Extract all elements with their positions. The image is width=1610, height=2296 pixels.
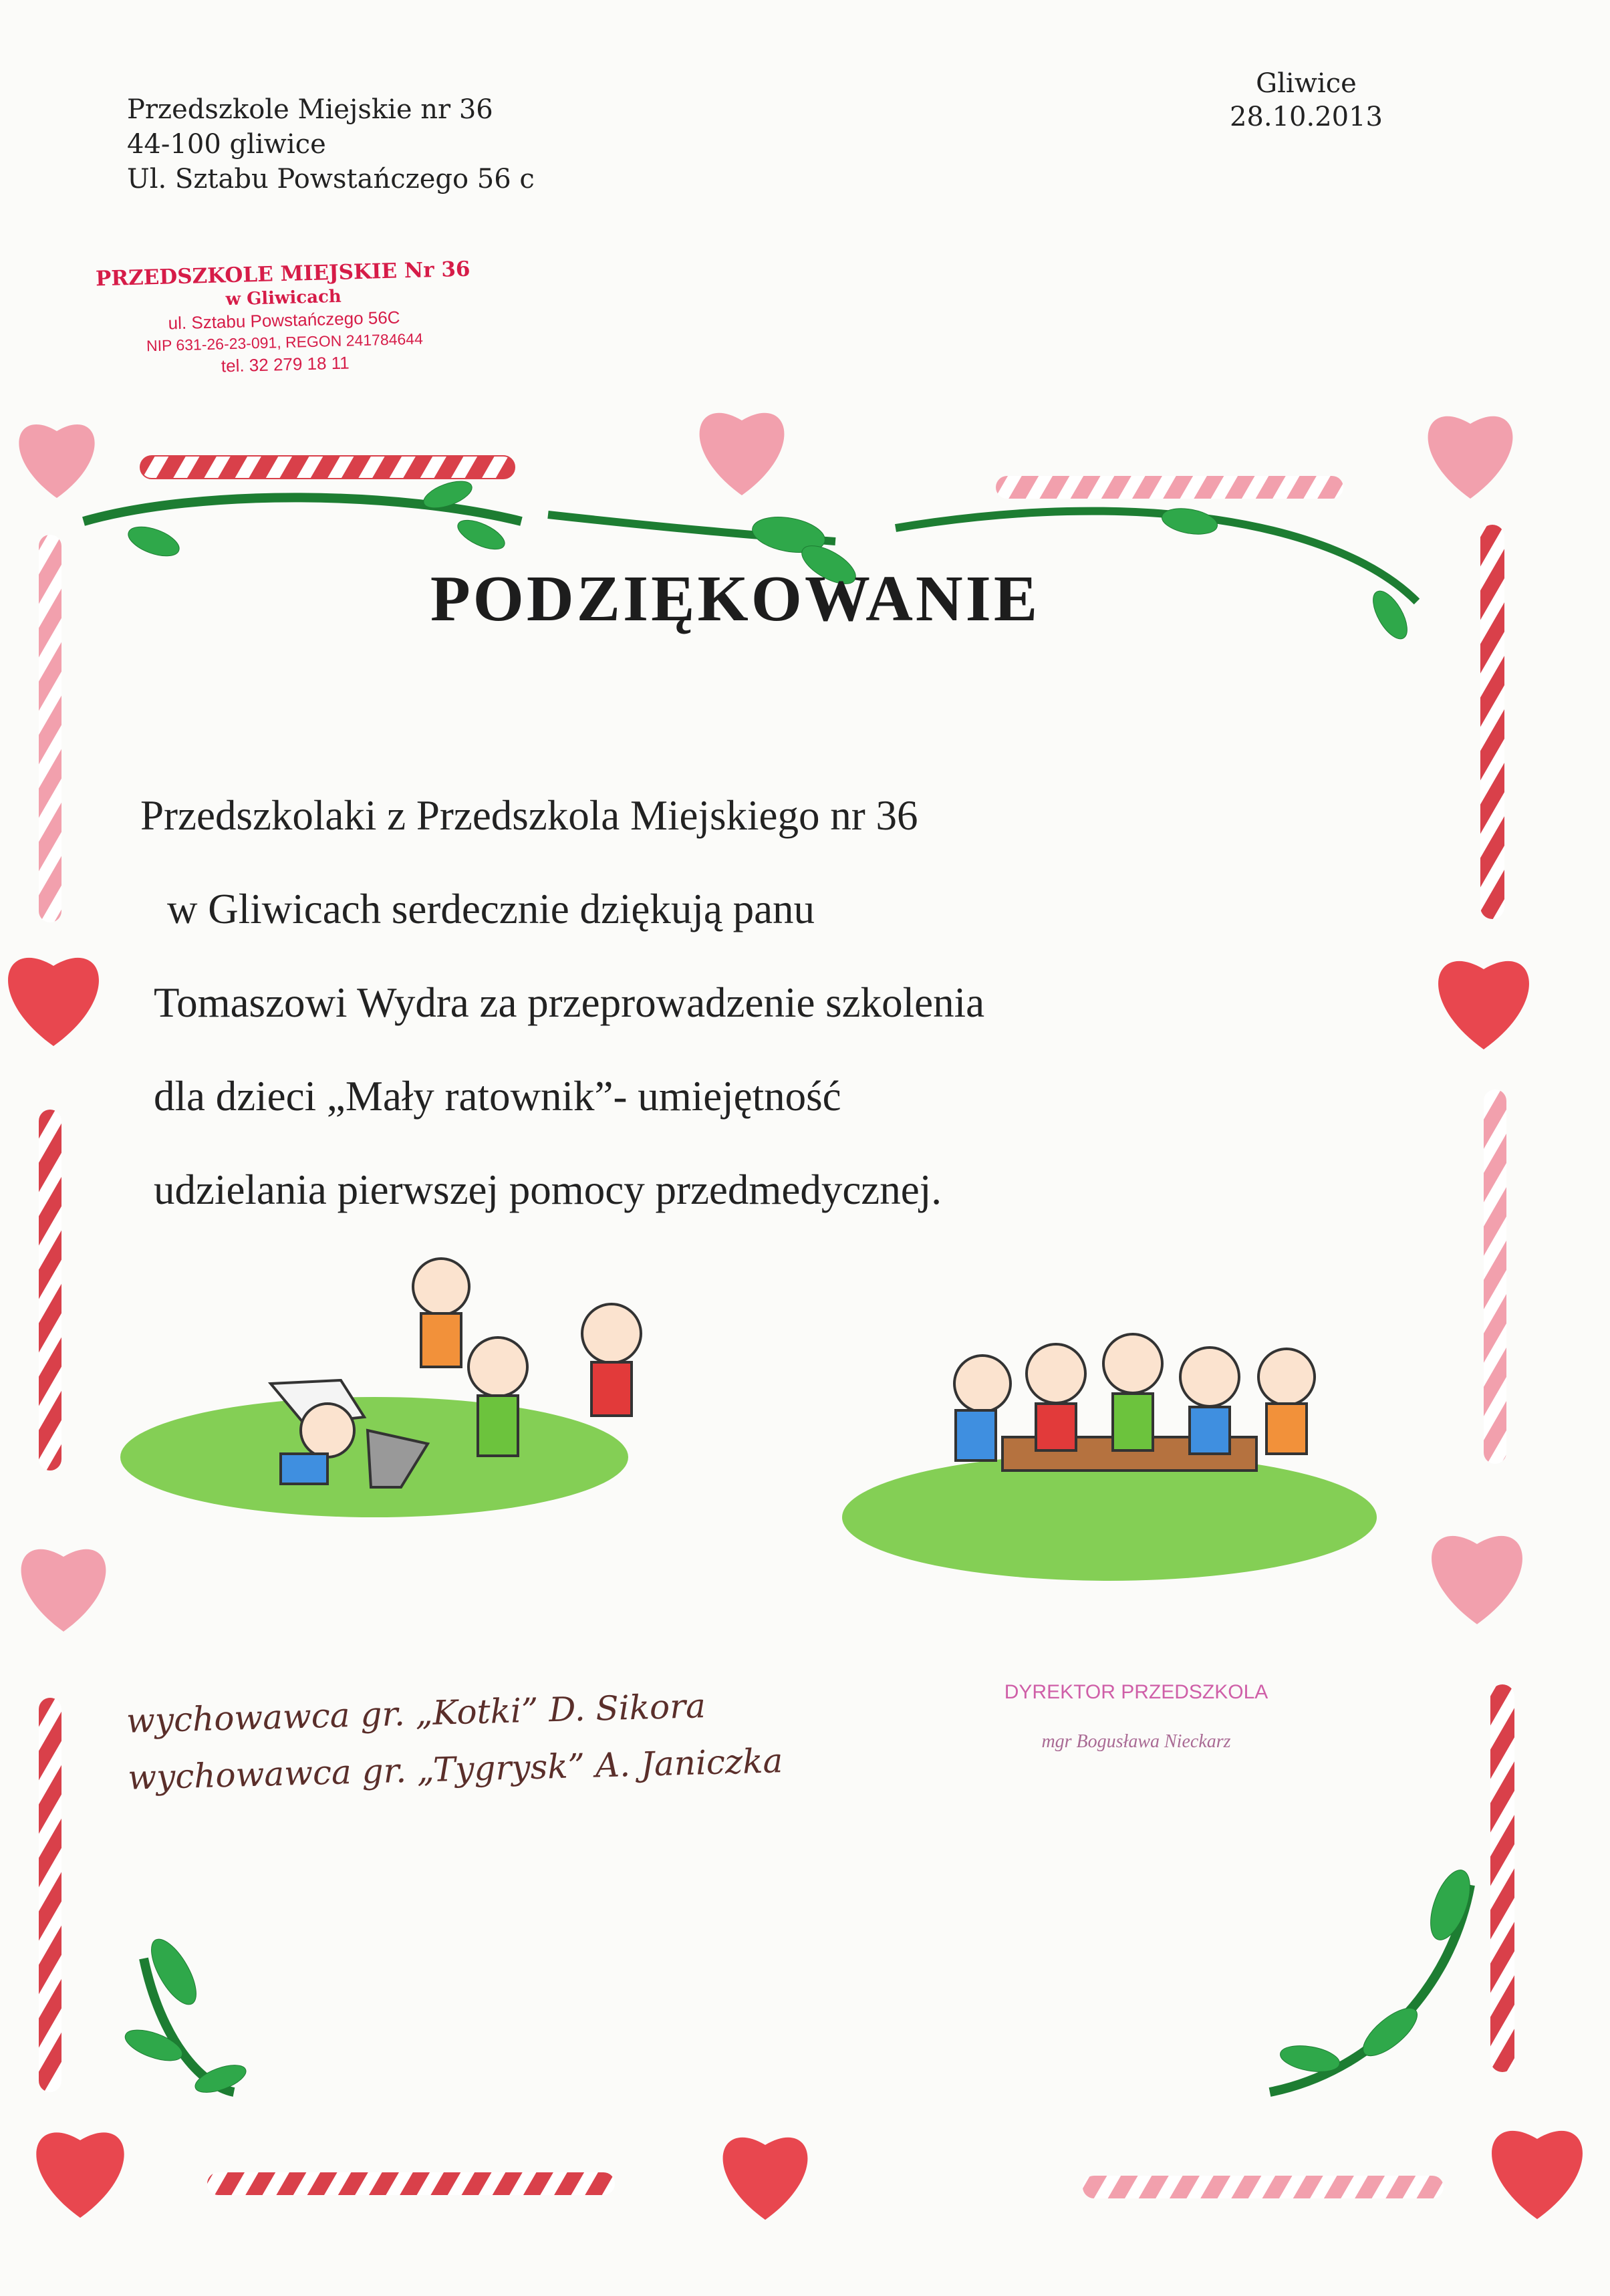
director-title: DYREKTOR PRZEDSZKOLA — [1004, 1681, 1268, 1703]
document-title: PODZIĘKOWANIE — [430, 563, 1041, 635]
body-line: Przedszkolaki z Przedszkola Miejskiego nr 36 — [140, 792, 918, 839]
signature-line: wychowawca gr. „Kotki” D. Sikora — [126, 1686, 706, 1741]
director-stamp — [962, 1678, 1310, 1757]
heart-icon — [8, 958, 99, 1046]
stamp-line: w Gliwicach — [225, 286, 342, 310]
heart-icon — [36, 2132, 124, 2218]
heart-icon — [723, 2138, 808, 2220]
sender-line: Przedszkole Miejskie nr 36 — [127, 94, 493, 125]
sender-line: 44-100 gliwice — [127, 129, 326, 160]
children-illustration-right — [842, 1334, 1377, 1581]
stamp-line: ul. Sztabu Powstańczego 56C — [168, 307, 400, 334]
date: 28.10.2013 — [1229, 102, 1383, 132]
heart-icon — [1428, 416, 1513, 499]
stamp-line: tel. 32 279 18 11 — [221, 352, 350, 376]
body-line: w Gliwicach serdecznie dziękują panu — [167, 886, 815, 932]
body-line: Tomaszowi Wydra za przeprowadzenie szkolenia — [154, 979, 985, 1026]
heart-icon — [700, 413, 785, 495]
school-stamp — [92, 256, 476, 381]
teacher-signatures — [126, 1676, 783, 1807]
stamp-line: PRZEDSZKOLE MIEJSKIE Nr 36 — [95, 257, 471, 291]
heart-icon — [1438, 961, 1529, 1049]
heart-icon — [19, 424, 94, 498]
sender-line: Ul. Sztabu Powstańczego 56 c — [127, 164, 535, 195]
body-line: dla dzieci „Mały ratownik”- umiejętność — [154, 1073, 841, 1120]
document-body — [140, 769, 1410, 1237]
heart-icon — [21, 1549, 106, 1632]
heart-icon — [1492, 2131, 1583, 2219]
striped-border — [39, 456, 1514, 2198]
sender-address — [127, 92, 535, 197]
signature-line: wychowawca gr. „Tygrysk” A. Janiczka — [127, 1741, 784, 1797]
heart-icon — [1432, 1536, 1522, 1624]
director-name: mgr Bogusława Nieckarz — [1041, 1731, 1231, 1752]
stamp-line: NIP 631-26-23-091, REGON 241784644 — [146, 330, 424, 355]
place: Gliwice — [1256, 68, 1357, 99]
body-line: udzielania pierwszej pomocy przedmedycznej. — [154, 1166, 942, 1213]
children-illustration-left — [120, 1259, 641, 1517]
vine-decoration — [84, 476, 1478, 2098]
place-date — [1230, 67, 1383, 134]
